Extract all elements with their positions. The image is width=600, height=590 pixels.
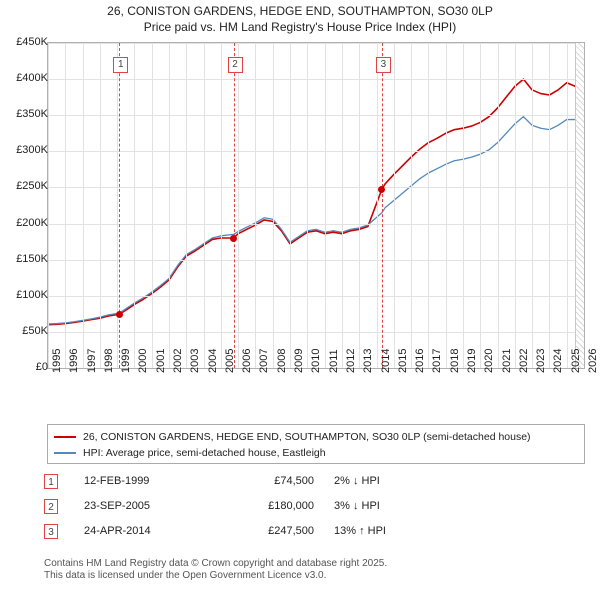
gridline-vertical <box>428 43 429 368</box>
y-axis-tick-label: £0 <box>35 361 48 373</box>
x-axis-tick-label: 2017 <box>431 348 444 373</box>
legend-label-hpi: HPI: Average price, semi-detached house, Eastleigh <box>83 447 326 459</box>
x-axis-tick-label: 2001 <box>154 348 167 373</box>
gridline-vertical <box>446 43 447 368</box>
sale-marker-line-1 <box>119 43 121 368</box>
gridline-vertical <box>567 43 568 368</box>
gridline-vertical <box>411 43 412 368</box>
gridline-vertical <box>65 43 66 368</box>
x-axis-tick-label: 1996 <box>68 348 81 373</box>
x-axis-tick-label: 2011 <box>327 349 340 373</box>
legend-label-price-paid: 26, CONISTON GARDENS, HEDGE END, SOUTHAMPTON, SO30 0LP (semi-detached house) <box>83 431 531 443</box>
gridline-horizontal <box>48 115 584 116</box>
gridline-vertical <box>463 43 464 368</box>
gridline-vertical <box>532 43 533 368</box>
sale-marker-line-2 <box>234 43 236 368</box>
chart-lines <box>48 43 584 368</box>
sale-date-1: 12-FEB-1999 <box>84 475 150 487</box>
legend-swatch-hpi <box>54 452 76 454</box>
gridline-vertical <box>134 43 135 368</box>
gridline-vertical <box>394 43 395 368</box>
gridline-horizontal <box>48 151 584 152</box>
y-axis-tick-label: £50K <box>22 324 48 337</box>
sale-point-1[interactable] <box>116 311 123 318</box>
y-axis-tick-label: £300K <box>16 144 48 157</box>
gridline-horizontal <box>48 79 584 80</box>
gridline-vertical <box>221 43 222 368</box>
gridline-vertical <box>100 43 101 368</box>
x-axis-tick-label: 2018 <box>448 348 461 373</box>
x-axis-tick-label: 2015 <box>396 348 409 373</box>
sale-price-1: £74,500 <box>274 475 314 487</box>
x-axis-tick-label: 2022 <box>517 348 530 373</box>
y-axis-tick-label: £250K <box>16 180 48 193</box>
x-axis-tick-label: 2004 <box>206 348 219 373</box>
x-axis-tick-label: 1997 <box>85 348 98 373</box>
gridline-horizontal <box>48 296 584 297</box>
gridline-vertical <box>204 43 205 368</box>
y-axis-tick-label: £450K <box>16 36 48 48</box>
gridline-vertical <box>480 43 481 368</box>
x-axis-tick-label: 2000 <box>137 348 150 373</box>
x-axis-tick-label: 2009 <box>293 348 306 373</box>
gridline-vertical <box>238 43 239 368</box>
gridline-vertical <box>549 43 550 368</box>
x-axis-tick-label: 1999 <box>120 348 133 373</box>
y-axis-tick-label: £200K <box>16 216 48 229</box>
table-row <box>44 522 584 547</box>
x-axis-tick-label: 2021 <box>500 348 513 373</box>
sale-index-1: 1 <box>44 474 58 489</box>
legend-swatch-price-paid <box>54 436 76 438</box>
footer <box>44 558 584 582</box>
chart-legend <box>47 424 585 464</box>
sale-index-2: 2 <box>44 499 58 514</box>
gridline-vertical <box>342 43 343 368</box>
footer-line-1: Contains HM Land Registry data © Crown copyright and database right 2025. <box>44 558 388 569</box>
x-axis-tick-label: 2010 <box>310 348 323 373</box>
gridline-vertical <box>290 43 291 368</box>
table-row <box>44 472 584 497</box>
x-axis-tick-label: 2006 <box>241 348 254 373</box>
x-axis-tick-label: 2025 <box>569 348 582 373</box>
sale-index-3: 3 <box>44 524 58 539</box>
gridline-vertical <box>169 43 170 368</box>
sale-price-3: £247,500 <box>268 525 314 537</box>
x-axis-tick-label: 2023 <box>535 348 548 373</box>
series-line-hpi <box>48 117 575 324</box>
y-axis-tick-label: £350K <box>16 108 48 121</box>
forecast-hatch-region <box>575 43 585 368</box>
gridline-vertical <box>515 43 516 368</box>
x-axis-tick-label: 2024 <box>552 348 565 373</box>
gridline-vertical <box>186 43 187 368</box>
sale-delta-1: 2% ↓ HPI <box>334 475 380 487</box>
gridline-horizontal <box>48 260 584 261</box>
x-axis-tick-label: 2008 <box>275 348 288 373</box>
gridline-horizontal <box>48 332 584 333</box>
sale-marker-line-3 <box>382 43 384 368</box>
gridline-vertical <box>325 43 326 368</box>
legend-item-price-paid <box>54 429 578 445</box>
table-row <box>44 497 584 522</box>
x-axis-tick-label: 2005 <box>223 348 236 373</box>
x-axis-tick-label: 2013 <box>362 348 375 373</box>
x-axis-tick-label: 2020 <box>483 348 496 373</box>
x-axis-tick-label: 2026 <box>587 348 599 373</box>
gridline-vertical <box>273 43 274 368</box>
sale-marker-box-3[interactable]: 3 <box>376 57 391 73</box>
footer-line-2: This data is licensed under the Open Government Licence v3.0. <box>44 570 327 581</box>
x-axis-tick-label: 1998 <box>102 348 115 373</box>
y-axis-tick-label: £100K <box>16 288 48 301</box>
x-axis-tick-label: 2016 <box>414 348 427 373</box>
y-axis-tick-label: £400K <box>16 72 48 85</box>
sale-date-2: 23-SEP-2005 <box>84 500 151 512</box>
x-axis-tick-label: 2002 <box>172 348 185 373</box>
gridline-vertical <box>255 43 256 368</box>
legend-item-hpi <box>54 445 578 461</box>
chart-plot-area <box>47 42 585 369</box>
sale-price-2: £180,000 <box>268 500 314 512</box>
x-axis-tick-label: 2012 <box>344 348 357 373</box>
gridline-horizontal <box>48 224 584 225</box>
sale-point-2[interactable] <box>230 235 237 242</box>
gridline-horizontal <box>48 187 584 188</box>
gridline-vertical <box>377 43 378 368</box>
x-axis-tick-label: 2003 <box>189 348 202 373</box>
x-axis-tick-label: 2019 <box>465 348 478 373</box>
sale-marker-box-1[interactable]: 1 <box>113 57 128 73</box>
gridline-vertical <box>584 43 585 368</box>
x-axis-tick-label: 2007 <box>258 348 271 373</box>
sale-delta-2: 3% ↓ HPI <box>334 500 380 512</box>
gridline-vertical <box>83 43 84 368</box>
gridline-vertical <box>307 43 308 368</box>
sales-table <box>44 472 584 547</box>
x-axis-tick-label: 2014 <box>379 348 392 373</box>
x-axis-tick-label: 1995 <box>51 348 63 373</box>
gridline-vertical <box>48 43 49 368</box>
page-title: 26, CONISTON GARDENS, HEDGE END, SOUTHAMPTON, SO30 0LP <box>107 4 493 18</box>
gridline-vertical <box>117 43 118 368</box>
sale-date-3: 24-APR-2014 <box>84 525 151 537</box>
page-subtitle: Price paid vs. HM Land Registry's House Price Index (HPI) <box>143 20 457 34</box>
y-axis-tick-label: £150K <box>16 252 48 265</box>
sale-marker-box-2[interactable]: 2 <box>228 57 243 73</box>
gridline-vertical <box>498 43 499 368</box>
gridline-horizontal <box>48 43 584 44</box>
gridline-vertical <box>359 43 360 368</box>
gridline-vertical <box>152 43 153 368</box>
sale-delta-3: 13% ↑ HPI <box>334 525 386 537</box>
